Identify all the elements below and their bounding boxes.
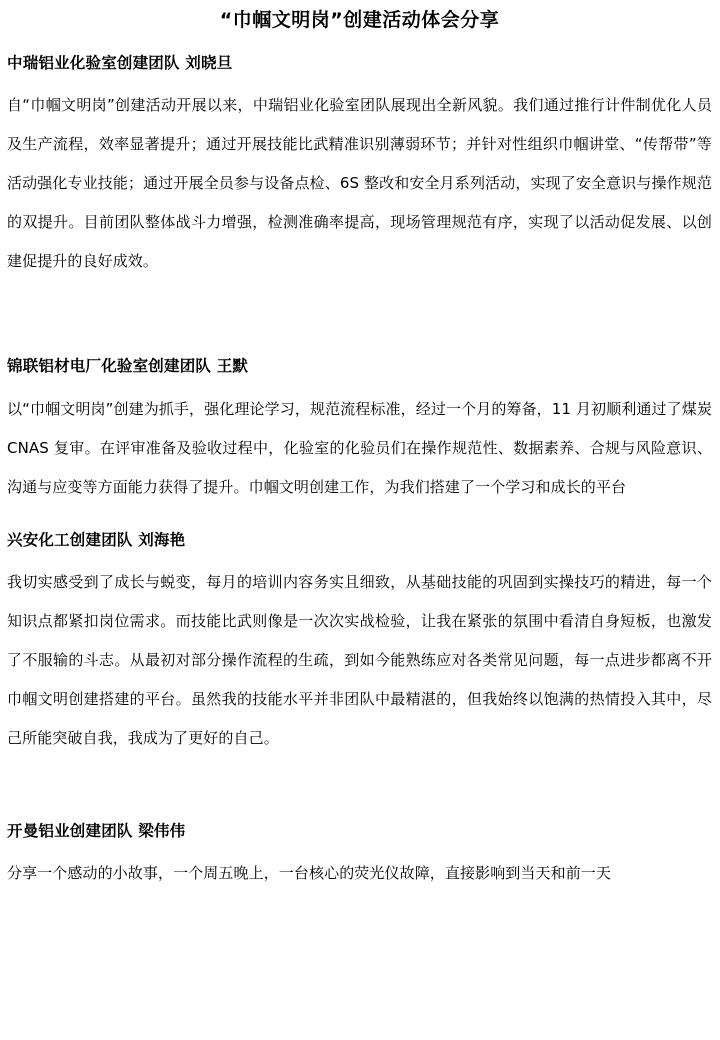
section-kaiman [7, 822, 712, 893]
spacer-heading-body-3 [7, 550, 712, 563]
page-title: “巾帼文明岗”创建活动体会分享 [219, 9, 500, 31]
section-xingan [7, 531, 712, 758]
spacer-heading-body-2 [7, 377, 712, 390]
spacer-section-1-to-2 [7, 281, 712, 357]
section-body-kaiman: 分享一个感动的小故事，一个周五晚上，一台核心的荧光仪故障，直接影响到当天和前一天 [7, 864, 612, 883]
section-zhongrui [7, 54, 712, 281]
section-heading-jinlian: 锦联铝材电厂化验室创建团队 王默 [7, 357, 249, 376]
spacer-section-2-to-3 [7, 507, 712, 531]
section-heading-xingan: 兴安化工创建团队 刘海艳 [7, 530, 186, 549]
section-body-zhongrui: 自“巾帼文明岗”创建活动开展以来，中瑞铝业化验室团队展现出全新风貌。我们通过推行计件制优化人员及生产流程，效率显著提升；通过开展技能比武精准识别薄弱环节；并针对性组织巾帼讲堂、“传帮带”等活动强化专业技能；通过开展全员参与设备点检、6S 整改和安全月系列活动，实现了安全意识与操作规范的双提升。目前团队整体战斗力增强，检测准确率提高，现场管理规范有序，实现了以活动促发展、以创建促提升的良好成效。 [7, 96, 712, 271]
spacer-heading-body-1 [7, 73, 712, 86]
section-heading-zhongrui: 中瑞铝业化验室创建团队 刘晓旦 [7, 53, 233, 72]
spacer-title-to-section-1 [7, 32, 712, 54]
section-body-xingan: 我切实感受到了成长与蜕变，每月的培训内容务实且细致，从基础技能的巩固到实操技巧的精进，每一个知识点都紧扣岗位需求。而技能比武则像是一次次实战检验，让我在紧张的氛围中看清自身短板，也激发了不服输的斗志。从最初对部分操作流程的生疏，到如今能熟练应对各类常见问题，每一点进步都离不开巾帼文明创建搭建的平台。虽然我的技能水平并非团队中最精湛的，但我始终以饱满的热情投入其中，尽己所能突破自我，我成为了更好的自己。 [7, 572, 712, 747]
section-heading-kaiman: 开曼铝业创建团队 梁伟伟 [7, 821, 186, 840]
spacer-heading-body-4 [7, 841, 712, 854]
section-body-jinlian: 以“巾帼文明岗”创建为抓手，强化理论学习，规范流程标准，经过一个月的筹备，11 月初顺利通过了煤炭 CNAS 复审。在评审准备及验收过程中，化验室的化验员们在操作规范性、数据素养、合规与风险意识、沟通与应变等方面能力获得了提升。巾帼文明创建工作，为我们搭建了一个学习和成长的平台 [7, 399, 712, 496]
spacer-section-3-to-4 [7, 758, 712, 822]
section-jinlian [7, 357, 712, 506]
